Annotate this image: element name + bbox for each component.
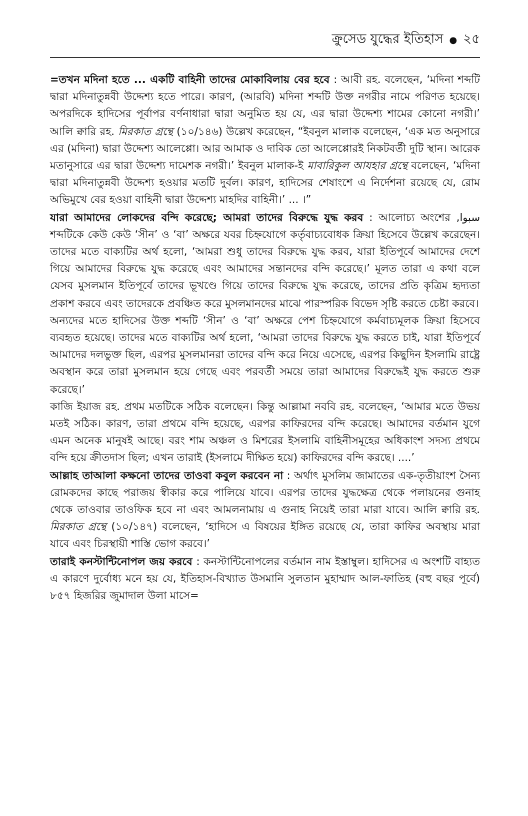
running-header (50, 30, 480, 58)
paragraph-text: কাজি ইয়াজ রহ. প্রথম মতটিকে সঠিক বলেছেন। কিন্তু আল্লামা নববি রহ. বলেছেন, ‘আমার মতে উভয় মতই সঠিক। কারণ, তারা প্রথমে বন্দি হয়েছে, এরপর কাফিরদের বন্দি করেছে। আমাদের বর্তমান যুগে এমন অনেক মানুষই আছে। বরং শাম অঞ্চল ও মিশরের ইসলামি বাহিনীসমূহের অধিকাংশ সদস্য প্রথমে বন্দি হয়ে ক্রীতদাস ছিল; এখন তারাই (ইসলামে দীক্ষিত হয়ে) কাফিরদের বন্দি করছে। ....’ (50, 400, 480, 465)
paragraph (50, 554, 480, 606)
book-page (50, 30, 480, 605)
paragraph-text: : অর্থাৎ মুসলিম জামাতের এক-তৃতীয়াংশ সৈন্য রোমকদের কাছে পরাজয় স্বীকার করে পালিয়ে যাবে। এরপর তাদের যুদ্ধক্ষেত্র থেকে পলায়নের গুনাহ থেকে তাওবার তাওফিক হবে না এবং আমলনামায় এ গুনাহ নিয়েই তারা মারা যাবে। আলি ক্বারি রহ. (50, 469, 480, 517)
paragraph-text: বলেছেন, ‘মদিনা দ্বারা মদিনাতুন্নবী উদ্দেশ্য হওয়ার মতটি দুর্বল। কারণ, হাদিসের শেষাংশে এ নির্দেশনা রয়েছে যে, রোম অভিমুখে বের হওয়া বাহিনী দ্বারা উদ্দেশ্য মাহদির বাহিনী।’ ... ।” (50, 160, 480, 207)
paragraph-text: (১০/১৪৬) উল্লেখ করেছেন, “ইবনুল মালাক বলেছেন, ‘এক মত অনুসারে এর (মদিনা) দ্বারা উদ্দেশ্য আলেপ্পো। আর আমাক ও দাবিক তো আলেপ্পোরই নিকটবর্তী দুটি স্থান। আরেক মতানুসারে এর দ্বারা উদ্দেশ্য দামেশক নগরী।’ ইবনুল মালাক-ই (50, 125, 480, 173)
paragraph-lead: =তখন মদিনা হতে ... একটি বাহিনী তাদের মোকাবিলায় বের হবে (50, 74, 330, 86)
paragraph-text: : আলোচ্য অংশের ,سبوا শব্দটিকে কেউ কেউ ‘সীন’ ও ‘বা’ অক্ষরে যবর চিহ্নযোগে কর্তৃবাচ্যবোধক ক্রিয়া হিসেবে উল্লেখ করেছেন। তাদের মতে বাক্যটির অর্থ হলো, ‘আমরা শুধু তাদের বিরুদ্ধে যুদ্ধ করব, যারা ইতিপূর্বে আমাদের দেশে গিয়ে আমাদের বিরুদ্ধে যুদ্ধ করেছে এবং আমাদের সন্তানদের বন্দি করেছে।’ মূলত তারা এ কথা বলে যেসব মুসলমান ইতিপূর্বে তাদের ভূখণ্ডে গিয়ে তাদের বিরুদ্ধে যুদ্ধ করেছে, তাদের প্রতি কৃত্রিম হৃদ্যতা প্রকাশ করবে এবং তাদেরকে প্রবঞ্চিত করে মুসলমানদের মাঝে পারস্পরিক বিভেদ সৃষ্টি করতে চেষ্টা করবে। (50, 211, 481, 310)
paragraph (50, 210, 480, 313)
page-number: ২৫ (463, 32, 480, 47)
paragraph (50, 399, 480, 468)
book-title: মাবারিকুল আযহার গ্রন্থে (307, 160, 408, 173)
paragraph-text: : কনস্টান্টিনোপলের বর্তমান নাম ইস্তাম্বুল। হাদিসের এ অংশটি বাহ্যত এ কারণে দুর্বোধ্য মনে হয় যে, ইতিহাস-বিখ্যাত উসমানি সুলতান মুহাম্মাদ আল-ফাতিহ (বহু বছর পূর্বে) ৮৫৭ হিজরির জুমাদাল উলা মাসে= (50, 555, 481, 603)
bullet-separator: ● (449, 35, 458, 46)
paragraph-lead: তারাই কনস্টান্টিনোপল জয় করবে (50, 555, 193, 568)
body-text (50, 72, 480, 605)
running-title: ক্রুসেড যুদ্ধের ইতিহাস (331, 32, 444, 47)
paragraph (50, 72, 480, 210)
paragraph-text: অন্যদের মতে হাদিসের উক্ত শব্দটি ‘সীন’ ও ‘বা’ অক্ষরে পেশ চিহ্নযোগে কর্মবাচ্যমূলক ক্রিয়া হিসেবে ব্যবহৃত হয়েছে। তাদের মতে বাক্যটির অর্থ হলো, ‘আমরা তাদের বিরুদ্ধে যুদ্ধ করতে চাই, যারা ইতিপূর্বে আমাদের দলভুক্ত ছিল, এরপর মুসলমানরা তাদের বন্দি করে নিয়ে এসেছে, এরপর কিছুদিন ইসলামি রাষ্ট্রে অবস্থান করে তারা মুসলমান হয়ে গেছে এবং পরবর্তী সময়ে তারা আমাদের বিরুদ্ধেই যুদ্ধ করতে শুরু করেছে।’ (50, 314, 480, 396)
paragraph-lead: যারা আমাদের লোকদের বন্দি করেছে; আমরা তাদের বিরুদ্ধে যুদ্ধ করব (50, 211, 364, 224)
paragraph (50, 313, 480, 399)
paragraph-text: : আবী রহ. বলেছেন, ‘মদিনা শব্দটি দ্বারা মদিনাতুন্নবী উদ্দেশ্য হতে পারে। কারণ, (আরবি) মদিনা শব্দটি উক্ত নগরীর নামে পরিণত হয়েছে। অপরদিকে হাদিসের পূর্বাপর বর্ণনাধারা দ্বারা অনুমিত হয় যে, এর দ্বারা উদ্দেশ্য শামের কোনো নগরী।’ আলি ক্বারি রহ. (50, 74, 480, 138)
paragraph (50, 468, 480, 554)
paragraph-text: (১০/১৪৭) বলেছেন, ‘হাদিসে এ বিষয়ের ইঙ্গিত রয়েছে যে, তারা কাফির অবস্থায় মারা যাবে এবং চিরস্থায়ী শাস্তি ভোগ করবে।’ (50, 521, 480, 551)
paragraph-lead: আল্লাহ তাআলা কক্ষনো তাদের তাওবা কবুল করবেন না (50, 469, 284, 482)
book-title: মিরকাত গ্রন্থে (118, 125, 173, 138)
book-title: মিরকাত গ্রন্থে (50, 521, 107, 534)
